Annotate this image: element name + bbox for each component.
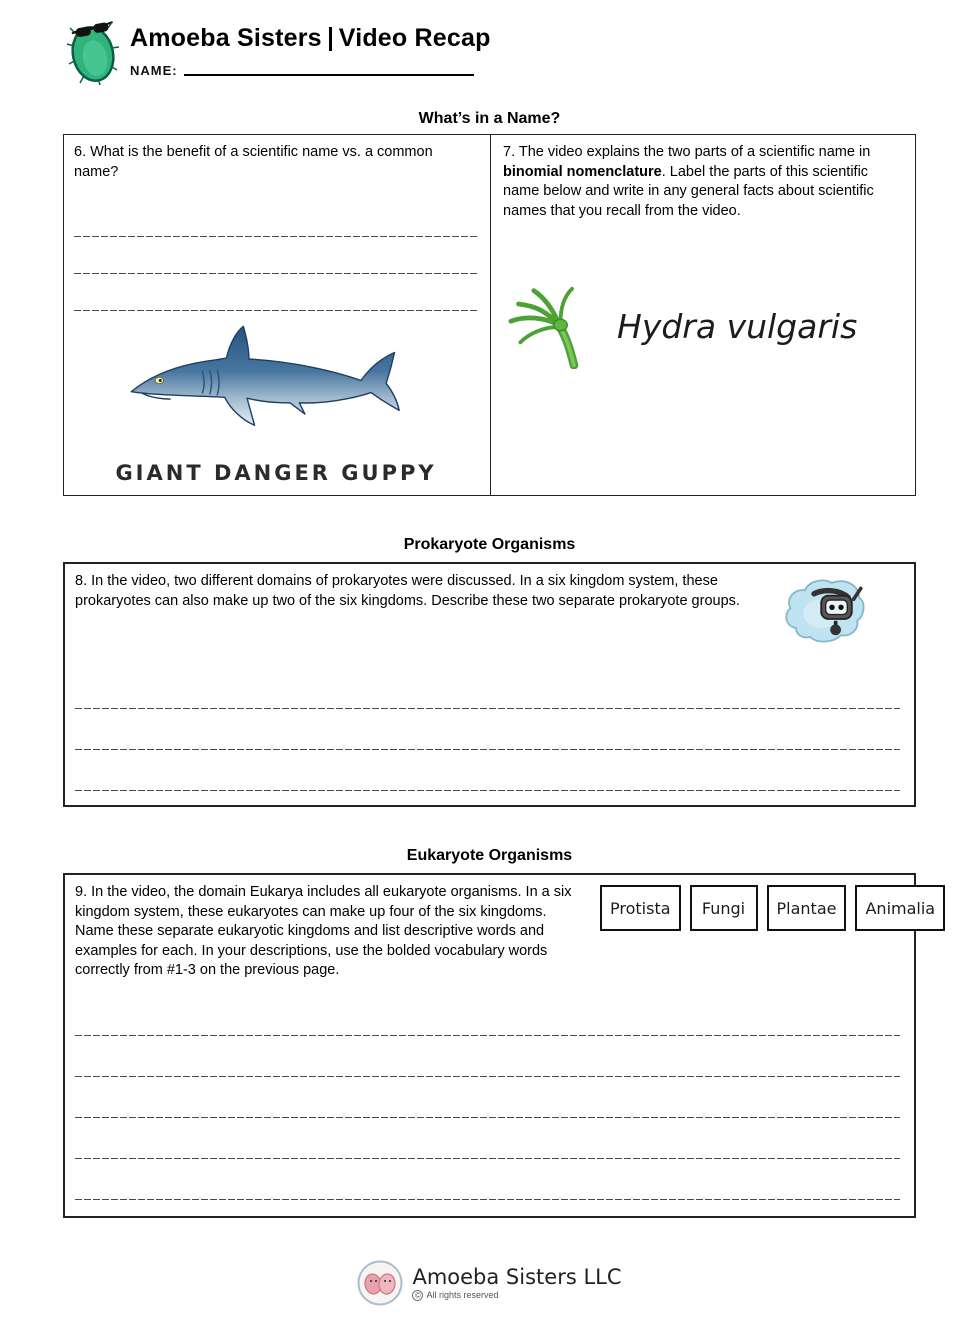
question-8-row [75, 572, 900, 646]
name-section-box [63, 134, 916, 496]
brand-name: Amoeba Sisters [130, 24, 322, 52]
question-7-post: . Label the parts of this scientific name below and write in any general facts about scientific names that you recall from the video. [503, 163, 874, 219]
kingdom-box-fungi: Fungi [690, 885, 758, 931]
answer-line[interactable] [74, 237, 478, 274]
question-7-text [503, 143, 903, 221]
name-label: NAME: [130, 63, 178, 78]
species-name: Hydra vulgaris [617, 306, 858, 346]
answer-line[interactable] [75, 1118, 900, 1159]
cartoon-shark-illustration [111, 317, 441, 457]
question-6-answer-lines [74, 200, 478, 311]
eukaryote-section-box [63, 873, 936, 1218]
title-separator [329, 27, 332, 51]
section-heading-eukaryote: Eukaryote Organisms [406, 847, 573, 865]
copyright-icon: © [412, 1290, 423, 1301]
question-7-cell [491, 135, 915, 495]
name-blank-line[interactable] [184, 74, 474, 76]
answer-line[interactable] [75, 995, 900, 1036]
amoeba-with-sunglasses-icon [64, 14, 122, 88]
question-6-cell [64, 135, 491, 495]
kingdom-box-animalia: Animalia [855, 885, 945, 931]
question-9-row [75, 883, 936, 981]
answer-line[interactable] [75, 1036, 900, 1077]
kingdom-label-row [600, 885, 945, 981]
footer-company-name: Amoeba Sisters LLC [412, 1264, 622, 1289]
scuba-bacteria-illustration [775, 574, 871, 646]
answer-line[interactable] [75, 1077, 900, 1118]
answer-line[interactable] [75, 709, 900, 750]
hydra-row [503, 283, 903, 369]
question-8-text: 8. In the video, two different domains of prokaryotes were discussed. In a six kingdom system, these prokaryotes can also make up two of the six kingdoms. Describe these two separate prokaryote groups. [75, 573, 740, 609]
section-heading-whats-in-a-name: What’s in a Name? [418, 110, 561, 127]
shark-area [74, 317, 478, 485]
footer-rights [412, 1290, 621, 1301]
prokaryote-section-box [63, 562, 916, 807]
question-7-pre: 7. The video explains the two parts of a scientific name in [503, 144, 871, 160]
answer-line[interactable] [75, 1159, 900, 1200]
name-row [130, 63, 491, 78]
answer-line[interactable] [74, 200, 478, 237]
footer [0, 1260, 979, 1306]
answer-line[interactable] [74, 274, 478, 311]
kingdom-box-protista: Protista [600, 885, 681, 931]
section-heading-prokaryote: Prokaryote Organisms [403, 536, 576, 554]
rights-text: All rights reserved [426, 1290, 499, 1301]
question-8-answer-lines [75, 668, 900, 791]
answer-line[interactable] [75, 668, 900, 709]
hydra-illustration [503, 283, 599, 369]
header-text [130, 14, 491, 78]
page-title [130, 24, 491, 53]
shark-caption: GIANT DANGER GUPPY [115, 461, 437, 486]
footer-text [412, 1265, 621, 1301]
question-6-text: 6. What is the benefit of a scientific name vs. a common name? [74, 144, 433, 180]
question-7-bold-term: binomial nomenclature [503, 163, 662, 180]
brand-suffix: Video Recap [338, 24, 491, 52]
amoeba-sisters-circle-logo [357, 1260, 403, 1306]
header [64, 14, 915, 88]
answer-line[interactable] [75, 750, 900, 791]
kingdom-box-plantae: Plantae [767, 885, 847, 931]
question-9-answer-lines [75, 995, 900, 1200]
question-9-text: 9. In the video, the domain Eukarya includes all eukaryote organisms. In a six kingdom system, these eukaryotes can make up four of the six kingdoms. Name these separate eukaryotic kingdoms and list descriptive words and examples for each. In your descriptions, use the bolded vocabulary words correctly from #1-3 on the previous page. [75, 884, 572, 979]
